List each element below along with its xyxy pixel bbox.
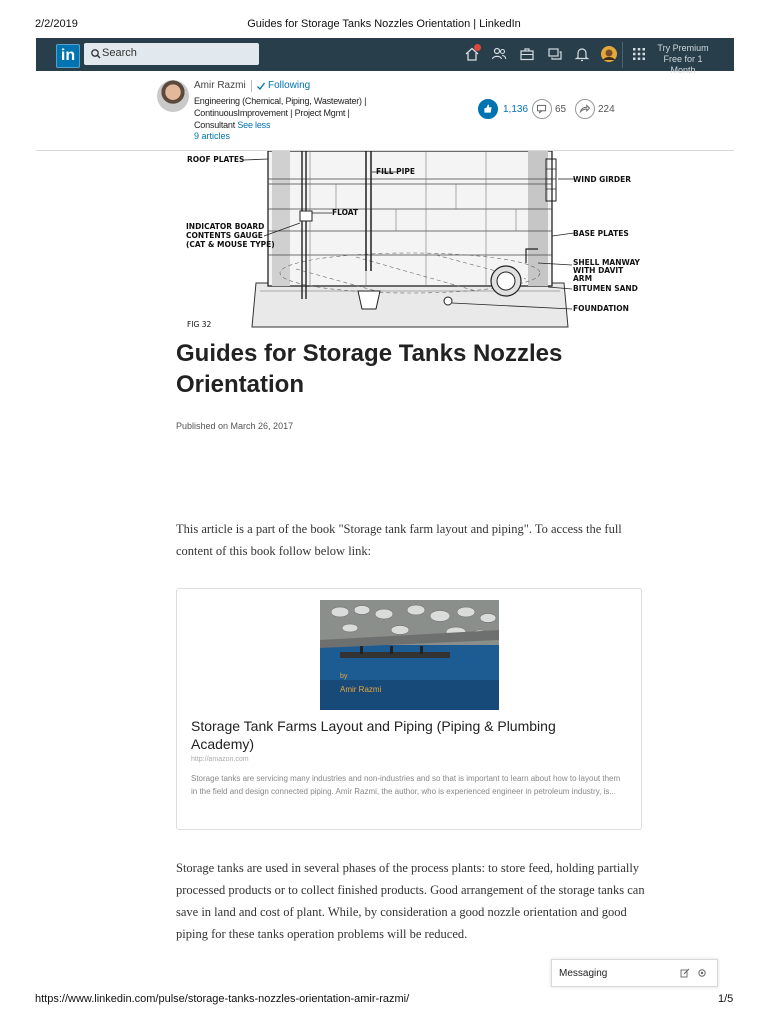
label-foundation: FOUNDATION [573,304,629,313]
likes-count[interactable]: 1,136 [503,104,529,115]
comment-icon[interactable] [532,99,552,119]
hero-tank-diagram [176,151,642,329]
print-page-title: Guides for Storage Tanks Nozzles Orientation | LinkedIn [247,18,521,30]
my-network-icon[interactable] [490,45,508,63]
label-base-plates: BASE PLATES [573,229,629,238]
print-page-number: 1/5 [718,993,734,1005]
author-bio-text: Engineering (Chemical, Piping, Wastewater) | ContinuousImprovement | Project Mgmt | Consultant [194,96,367,130]
likes-group[interactable] [478,99,538,121]
label-roof-plates: ROOF PLATES [187,155,245,164]
following-button[interactable]: Following [268,80,311,91]
book-cover-image[interactable] [320,600,499,710]
print-url: https://www.linkedin.com/pulse/storage-tanks-nozzles-orientation-amir-razmi/ [35,993,410,1005]
label-fig: FIG 32 [187,320,212,329]
label-bitumen-sand: BITUMEN SAND [573,284,638,293]
messaging-icon[interactable] [546,45,564,63]
label-float: FLOAT [332,208,359,217]
nav-separator [622,42,623,68]
linkedin-logo[interactable]: in [56,44,80,68]
label-wind-girder: WIND GIRDER [573,175,632,184]
notifications-icon[interactable] [573,45,591,63]
author-separator [251,80,252,92]
search-icon [89,47,103,61]
book-source-url: http://amazon.com [191,756,249,763]
notification-dot [474,44,481,51]
label-cat-mouse: (CAT & MOUSE TYPE) [186,240,275,249]
cover-author-text: Amir Razmi [340,685,382,694]
author-bio [194,95,384,131]
label-contents-gauge: CONTENTS GAUGE [186,231,263,240]
article-title: Guides for Storage Tanks Nozzles Orientation [176,340,563,398]
intro-paragraph: This article is a part of the book "Storage tank farm layout and piping". To access the full content of this book follow below link: [176,522,622,558]
profile-avatar[interactable] [600,45,618,63]
settings-gear-icon[interactable] [697,968,707,978]
shares-group[interactable] [575,99,620,121]
author-articles-link[interactable]: 9 articles [194,131,231,141]
author-avatar[interactable] [157,80,189,112]
label-fill-pipe: FILL PIPE [376,167,415,176]
checkmark-icon [256,81,266,91]
like-icon[interactable] [478,99,498,119]
try-premium-link[interactable]: Try Premium Free for 1 Month [657,43,709,75]
compose-icon[interactable] [680,968,690,978]
search-placeholder: Search [102,47,137,59]
messaging-label[interactable]: Messaging [559,968,608,979]
apps-grid-icon[interactable] [630,45,648,63]
label-shell-manway: SHELL MANWAY [573,258,640,267]
label-indicator-board: INDICATOR BOARD [186,222,265,231]
shares-count[interactable]: 224 [598,104,615,115]
label-davit-arm: WITH DAVIT ARM [573,266,624,283]
book-description: Storage tanks are servicing many industries and non-industries and so that is important to learn about how to layout them in the field and design connected piping. Amir Razmi, the author, who is experienced engineer in petroleum industry, is... [191,774,621,796]
print-date: 2/2/2019 [35,18,78,30]
body-paragraph: Storage tanks are used in several phases of the process plants: to store feed, holding partially processed products or to collect finished products. Good arrangement of the storage tanks can save in land and cost of plant. While, by consideration a good nozzle orientation and good piping for these tanks operation problems will be reduced. [176,861,645,941]
cover-by-text: by [340,673,348,680]
author-name[interactable]: Amir Razmi [194,80,246,91]
comments-group[interactable] [532,99,572,121]
comments-count[interactable]: 65 [555,104,567,115]
book-title-link[interactable]: Storage Tank Farms Layout and Piping (Piping & Plumbing Academy) [191,718,556,752]
share-icon[interactable] [575,99,595,119]
published-date: Published on March 26, 2017 [176,421,294,431]
jobs-icon[interactable] [518,45,536,63]
see-less-link[interactable]: See less [237,120,271,130]
